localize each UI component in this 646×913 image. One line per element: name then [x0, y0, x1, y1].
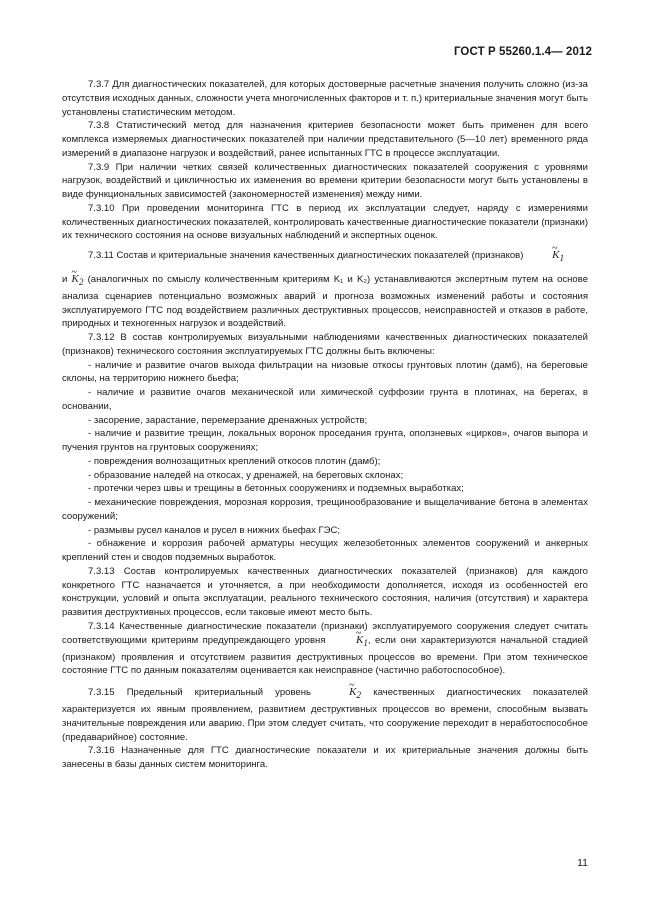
- paragraph-7-3-15-part-a: 7.3.15 Предельный критериальный уровень: [88, 687, 311, 699]
- k2-letter: ~ K: [72, 273, 79, 287]
- list-item: - механические повреждения, морозная коррозия, трещинообразование и выщелачивание бетона в элементах сооружений;: [62, 497, 588, 522]
- k1-tilde-symbol: [526, 249, 565, 264]
- page-number: 11: [577, 857, 588, 869]
- paragraph-7-3-7: 7.3.7 Для диагностических показателей, для которых достоверные расчетные значения получить сложно (из-за отсутствия исходных данных, сложности учета многочисленных факторов и т. п.) критериальные значения могут быть установлены статистическим методом.: [62, 79, 588, 118]
- list-item: - засорение, зарастание, перемерзание дренажных устройств;: [88, 414, 368, 426]
- k1-subscript: 1: [559, 253, 565, 264]
- k1-tilde-symbol: [330, 634, 368, 646]
- paragraph-7-3-11-part-a: 7.3.11 Состав и критериальные значения качественных диагностических показателей (признаков): [88, 250, 524, 261]
- k1-letter: ~ K: [330, 634, 363, 648]
- paragraph-7-3-11-part-b: и: [62, 273, 68, 285]
- paragraph-7-3-12: 7.3.12 В состав контролируемых визуальными наблюдениями качественных диагностических показателей (признаков) технического состояния эксплуатируемых ГТС должны быть включены:: [62, 332, 588, 357]
- list-item: - образование наледей на откосах, у дренажей, на береговых склонах;: [88, 469, 404, 481]
- list-item: - обнажение и коррозия рабочей арматуры несущих железобетонных элементов сооружений и анкерных креплений стен и сводов подземных выработок.: [62, 538, 588, 564]
- k1-subscript: 1: [363, 637, 368, 648]
- paragraph-7-3-15: [62, 686, 588, 744]
- paragraph-7-3-14-part-b: , если они характеризуются начальной стадией (признаком) проявления и отсутствием развития деструктивных процессов во времени. При этом техническое состояние ГТС по данным показателям оценивается как неисправное (частично работоспособное).: [62, 634, 589, 677]
- list-item: - протечки через швы и трещины в бетонных сооружениях и подземных выработках;: [88, 483, 464, 495]
- paragraph-7-3-16: 7.3.16 Назначенные для ГТС диагностические показатели и их критериальные значения должны быть занесены в базы данных систем мониторинга.: [62, 745, 588, 770]
- list-item: - наличие и развитие очагов механической или химической суффозии грунта в плотинах, на берегах, в основании,: [62, 387, 588, 412]
- list-item: - размывы русел каналов и русел в нижних бьефах ГЭС;: [88, 524, 341, 536]
- paragraph-7-3-14-part-a: 7.3.14 Качественные диагностические показатели (признаки) эксплуатируемого сооружения следует считать соответствующими критериям предупреждающего уровня: [62, 620, 588, 646]
- paragraph-7-3-8: 7.3.8 Статистический метод для назначения критериев безопасности может быть применен для всего комплекса измеряемых диагностических показателей при наличии представительного (5—10 лет) временного ряда измерений в диапазоне нагрузок и воздействий, ранее испытанных ГТС в процессе эксплуатации.: [62, 120, 588, 159]
- paragraph-7-3-15-part-b: качественных диагностических показателей характеризуется их явным проявлением, развитием деструктивных процессов во времени, способным вызвать значительные повреждения или аварию. При этом следует считать, что сооружение переходит в неработоспособное (предаварийное) состояние.: [62, 687, 589, 743]
- k1-letter: ~ K: [526, 249, 559, 263]
- k2-tilde-symbol: [71, 272, 84, 288]
- list-item: - наличие и развитие очагов выхода фильтрации на низовые откосы грунтовых плотин (дамб), на береговые склоны, на территорию нижнего бьефа;: [62, 359, 588, 385]
- k2-letter: ~ K: [323, 686, 356, 700]
- paragraph-7-3-9: 7.3.9 При наличии четких связей количественных диагностических показателей сооружения с уровнями нагрузок, воздействий и цикличностью их изменения во времени критерии безопасности могут быть установлены в виде функциональных зависимостей (закономерностей изменения) между ними.: [62, 161, 588, 200]
- list-item: - повреждения волнозащитных креплений откосов плотин (дамб);: [88, 455, 381, 467]
- k2-subscript: 2: [78, 277, 84, 288]
- paragraph-7-3-11-part-c: (аналогичных по смыслу количественным критериям K₁ и K₂) устанавливаются экспертным путем на основе анализа сценариев потенциально возможных аварий и прогноза возможных изменений работы и состояния эксплуатируемого ГТС под воздействием различных деструктивных процессов, неисправностей и отказов в работе, природных и техногенных нагрузок и воздействий.: [62, 273, 589, 330]
- k2-subscript: 2: [356, 690, 362, 701]
- paragraph-7-3-14: [62, 620, 588, 678]
- document-body: [62, 78, 588, 772]
- paragraph-7-3-11-cont: [62, 273, 588, 331]
- paragraph-7-3-11: [62, 249, 588, 266]
- k2-tilde-symbol: [323, 686, 362, 701]
- paragraph-7-3-10: 7.3.10 При проведении мониторинга ГТС в период их эксплуатации следует, наряду с измерениями количественных диагностических показателей, контролировать качественные диагностические показатели (признаки) их технического состояния на основе визуальных наблюдений и экспертных оценок.: [62, 202, 588, 242]
- paragraph-7-3-13: 7.3.13 Состав контролируемых качественных диагностических показателей (признаков) для каждого конкретного ГТС назначается и уточняется, а при необходимости дополняется, исходя из особенностей его конструкции, условий и опыта эксплуатации, реального технического состояния, наличия (отсутствия) и характера развития деструктивных процессов, если таковые имеют место быть.: [62, 565, 588, 619]
- document-header: ГОСТ Р 55260.1.4— 2012: [453, 46, 592, 58]
- list-item: - наличие и развитие трещин, локальных воронок проседания грунта, оползневых «цирков», очагов выпора и пучения грунтов на грунтовых сооружениях;: [62, 428, 588, 454]
